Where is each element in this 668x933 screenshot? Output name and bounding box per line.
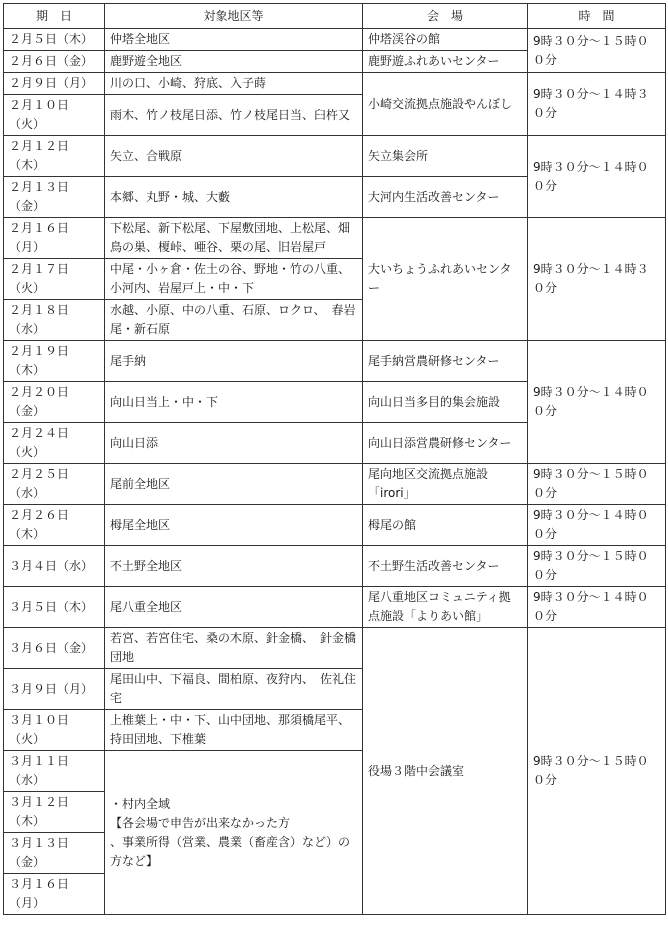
table-row bbox=[4, 29, 666, 51]
date-cell: ２月１３日 （金） bbox=[4, 177, 105, 218]
time-cell: 9時３０分～１５時０ ０分 bbox=[528, 464, 666, 505]
date-cell: ３月１０日 （火） bbox=[4, 710, 105, 751]
date-cell: ３月１１日 （水） bbox=[4, 751, 105, 792]
date-cell: ２月６日（金） bbox=[4, 51, 105, 73]
venue-cell: 矢立集会所 bbox=[363, 136, 528, 177]
header-venue: 会 場 bbox=[363, 4, 528, 29]
table-row bbox=[4, 587, 666, 628]
area-cell: ・村内全域 【各会場で申告が出来なかった方 、事業所得（営業、農業（畜産含）など）の方など】 bbox=[105, 751, 363, 915]
date-cell: ２月２６日 （木） bbox=[4, 505, 105, 546]
venue-cell: 不土野生活改善センター bbox=[363, 546, 528, 587]
date-cell: ２月２０日 （金） bbox=[4, 382, 105, 423]
time-cell: 9時３０分～１４時３ ０分 bbox=[528, 218, 666, 341]
date-cell: ３月１３日 （金） bbox=[4, 833, 105, 874]
area-cell: 中尾・小ヶ倉・佐土の谷、野地・竹の八重、小河内、岩屋戸上・中・下 bbox=[105, 259, 363, 300]
date-cell: ２月９日（月） bbox=[4, 73, 105, 95]
time-cell: 9時３０分～１５時０ ０分 bbox=[528, 628, 666, 915]
venue-cell: 向山日当多目的集会施設 bbox=[363, 382, 528, 423]
venue-cell: 尾手納営農研修センター bbox=[363, 341, 528, 382]
header-date: 期 日 bbox=[4, 4, 105, 29]
date-cell: ３月５日（木） bbox=[4, 587, 105, 628]
venue-cell: 大河内生活改善センター bbox=[363, 177, 528, 218]
time-cell: 9時３０分～１５時０ ０分 bbox=[528, 29, 666, 73]
area-cell: 下松尾、新下松尾、下屋敷団地、上松尾、畑鳥の巣、榎峠、唖谷、栗の尾、旧岩屋戸 bbox=[105, 218, 363, 259]
area-cell: 不土野全地区 bbox=[105, 546, 363, 587]
time-cell: 9時３０分～１４時３ ０分 bbox=[528, 73, 666, 136]
area-cell: 尾手納 bbox=[105, 341, 363, 382]
time-cell: 9時３０分～１５時０ ０分 bbox=[528, 546, 666, 587]
area-cell: 仲塔全地区 bbox=[105, 29, 363, 51]
date-cell: ２月１７日 （火） bbox=[4, 259, 105, 300]
venue-cell: 尾八重地区コミュニティ拠点施設「よりあい館」 bbox=[363, 587, 528, 628]
venue-cell: 向山日添営農研修センター bbox=[363, 423, 528, 464]
area-cell: 尾前全地区 bbox=[105, 464, 363, 505]
date-cell: ３月９日（月） bbox=[4, 669, 105, 710]
time-cell: 9時３０分～１４時０ ０分 bbox=[528, 341, 666, 464]
header-area: 対象地区等 bbox=[105, 4, 363, 29]
table-row bbox=[4, 218, 666, 259]
venue-cell: 栂尾の館 bbox=[363, 505, 528, 546]
venue-cell: 役場３階中会議室 bbox=[363, 628, 528, 915]
header-row bbox=[4, 4, 666, 29]
table-row bbox=[4, 546, 666, 587]
time-cell: 9時３０分～１４時０ ０分 bbox=[528, 136, 666, 218]
area-cell: 本郷、丸野・城、大藪 bbox=[105, 177, 363, 218]
table-row bbox=[4, 73, 666, 95]
area-cell: 水越、小原、中の八重、石原、ロクロ、 春岩尾・新石原 bbox=[105, 300, 363, 341]
date-cell: ３月６日（金） bbox=[4, 628, 105, 669]
table-row bbox=[4, 505, 666, 546]
time-cell: 9時３０分～１４時０ ０分 bbox=[528, 587, 666, 628]
date-cell: ２月５日（木） bbox=[4, 29, 105, 51]
date-cell: ２月２４日 （火） bbox=[4, 423, 105, 464]
area-cell: 尾田山中、下福良、間柏原、夜狩内、 佐礼住宅 bbox=[105, 669, 363, 710]
venue-cell: 尾向地区交流拠点施設 「irori」 bbox=[363, 464, 528, 505]
date-cell: ３月１６日 （月） bbox=[4, 874, 105, 915]
area-cell: 若宮、若宮住宅、桑の木原、針金橋、 針金橋団地 bbox=[105, 628, 363, 669]
date-cell: ２月１０日 （火） bbox=[4, 95, 105, 136]
area-cell: 上椎葉上・中・下、山中団地、那須橋尾平、持田団地、下椎葉 bbox=[105, 710, 363, 751]
venue-cell: 鹿野遊ふれあいセンター bbox=[363, 51, 528, 73]
date-cell: ２月１６日 （月） bbox=[4, 218, 105, 259]
date-cell: ２月１２日 （木） bbox=[4, 136, 105, 177]
date-cell: ２月１９日 （木） bbox=[4, 341, 105, 382]
header-time: 時 間 bbox=[528, 4, 666, 29]
area-cell: 川の口、小崎、狩底、入子蒔 bbox=[105, 73, 363, 95]
table-row bbox=[4, 464, 666, 505]
date-cell: ２月１８日 （水） bbox=[4, 300, 105, 341]
area-cell: 栂尾全地区 bbox=[105, 505, 363, 546]
table-row bbox=[4, 341, 666, 382]
date-cell: ３月４日（水） bbox=[4, 546, 105, 587]
area-cell: 雨木、竹ノ枝尾日添、竹ノ枝尾日当、臼杵又 bbox=[105, 95, 363, 136]
date-cell: ３月１２日 （木） bbox=[4, 792, 105, 833]
area-cell: 鹿野遊全地区 bbox=[105, 51, 363, 73]
area-cell: 向山日添 bbox=[105, 423, 363, 464]
table-row bbox=[4, 628, 666, 669]
venue-cell: 小崎交流拠点施設やんぼし bbox=[363, 73, 528, 136]
table-row bbox=[4, 136, 666, 177]
venue-cell: 仲塔渓谷の館 bbox=[363, 29, 528, 51]
area-cell: 矢立、合戦原 bbox=[105, 136, 363, 177]
date-cell: ２月２５日 （水） bbox=[4, 464, 105, 505]
schedule-table bbox=[3, 3, 666, 915]
venue-cell: 大いちょうふれあいセンター bbox=[363, 218, 528, 341]
time-cell: 9時３０分～１４時０ ０分 bbox=[528, 505, 666, 546]
area-cell: 尾八重全地区 bbox=[105, 587, 363, 628]
area-cell: 向山日当上・中・下 bbox=[105, 382, 363, 423]
